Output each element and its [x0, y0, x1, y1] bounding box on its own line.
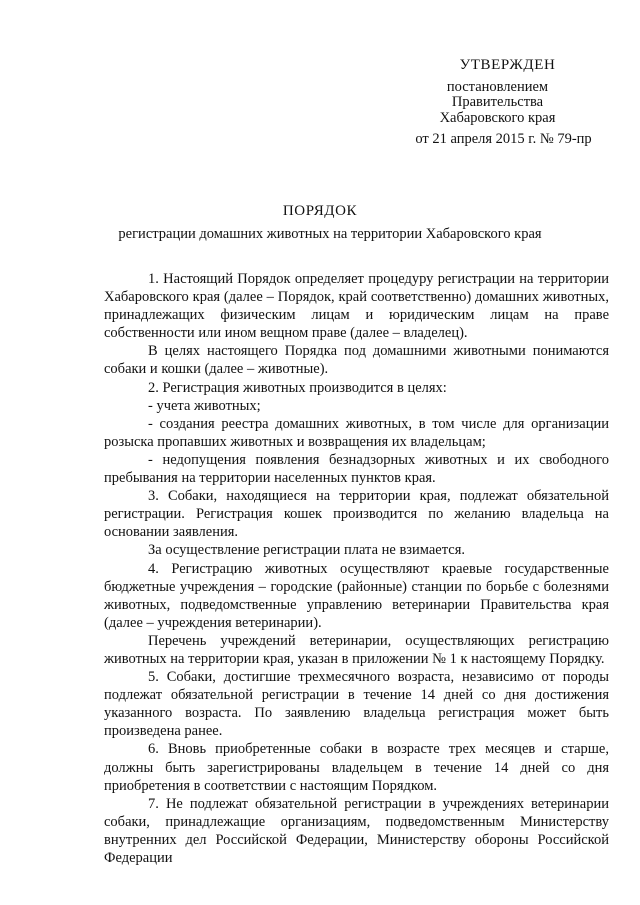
approval-block	[405, 58, 620, 148]
document-subtitle: регистрации домашних животных на территории Хабаровского края	[118, 226, 542, 242]
approval-heading: УТВЕРЖДЕН	[459, 57, 556, 73]
approval-line-resolution: постановлением	[446, 78, 549, 95]
approval-line-government: Правительства	[451, 94, 544, 110]
paragraph: За осуществление регистрации плата не взимается.	[148, 542, 465, 559]
paragraph: 1. Настоящий Порядок определяет процедуру регистрации на территории Хабаровского края (далее – Порядок, край соответственно) домашних животных, принадлежащих физическим лицам и юридическим лицам на праве собственности или ином вещном праве (далее – владелец).	[104, 271, 609, 342]
paragraph: 4. Регистрацию животных осуществляют краевые государственные бюджетные учреждения – городские (районные) станции по борьбе с болезнями животных, подведомственные управлению ветеринарии Правительства края (далее – учреждения ветеринарии).	[104, 560, 609, 631]
paragraph: - создания реестра домашних животных, в том числе для организации розыска пропавших животных и возвращения их владельцам;	[104, 415, 609, 450]
approval-line-region: Хабаровского края	[439, 109, 556, 126]
paragraph: - учета животных;	[148, 397, 261, 414]
paragraph: - недопущения появления безнадзорных животных и их свободного пребывания на территории населенных пунктов края.	[104, 451, 609, 487]
paragraph: В целях настоящего Порядка под домашними животными понимаются собаки и кошки (далее – животные).	[104, 343, 609, 378]
paragraph: 3. Собаки, находящиеся на территории края, подлежат обязательной регистрации. Регистрация кошек производится по желанию владельца на основании заявления.	[104, 488, 609, 541]
document-body	[104, 270, 609, 867]
approval-date: от 21 апреля 2015 г. № 79-пр	[415, 131, 592, 147]
paragraph: 7. Не подлежат обязательной регистрации в учреждениях ветеринарии собаки, принадлежащие организациям, подведомственным Министерству внутренних дел Российской Федерации, Министерству обороны Российской Федерации	[104, 795, 609, 866]
paragraph: 5. Собаки, достигшие трехмесячного возраста, независимо от породы подлежат обязательной регистрации в течение 14 дней со дня достижения указанного возраста. По заявлению владельца регистрация может быть произведена ранее.	[104, 669, 609, 740]
paragraph: 6. Вновь приобретенные собаки в возрасте трех месяцев и старше, должны быть зарегистрированы владельцем в течение 14 дней со дня приобретения в соответствии с настоящим Порядком.	[104, 741, 609, 794]
paragraph: 2. Регистрация животных производится в целях:	[148, 379, 447, 396]
document-title: ПОРЯДОК	[282, 203, 358, 219]
paragraph: Перечень учреждений ветеринарии, осуществляющих регистрацию животных на территории края, указан в приложении № 1 к настоящему Порядку.	[104, 632, 609, 667]
